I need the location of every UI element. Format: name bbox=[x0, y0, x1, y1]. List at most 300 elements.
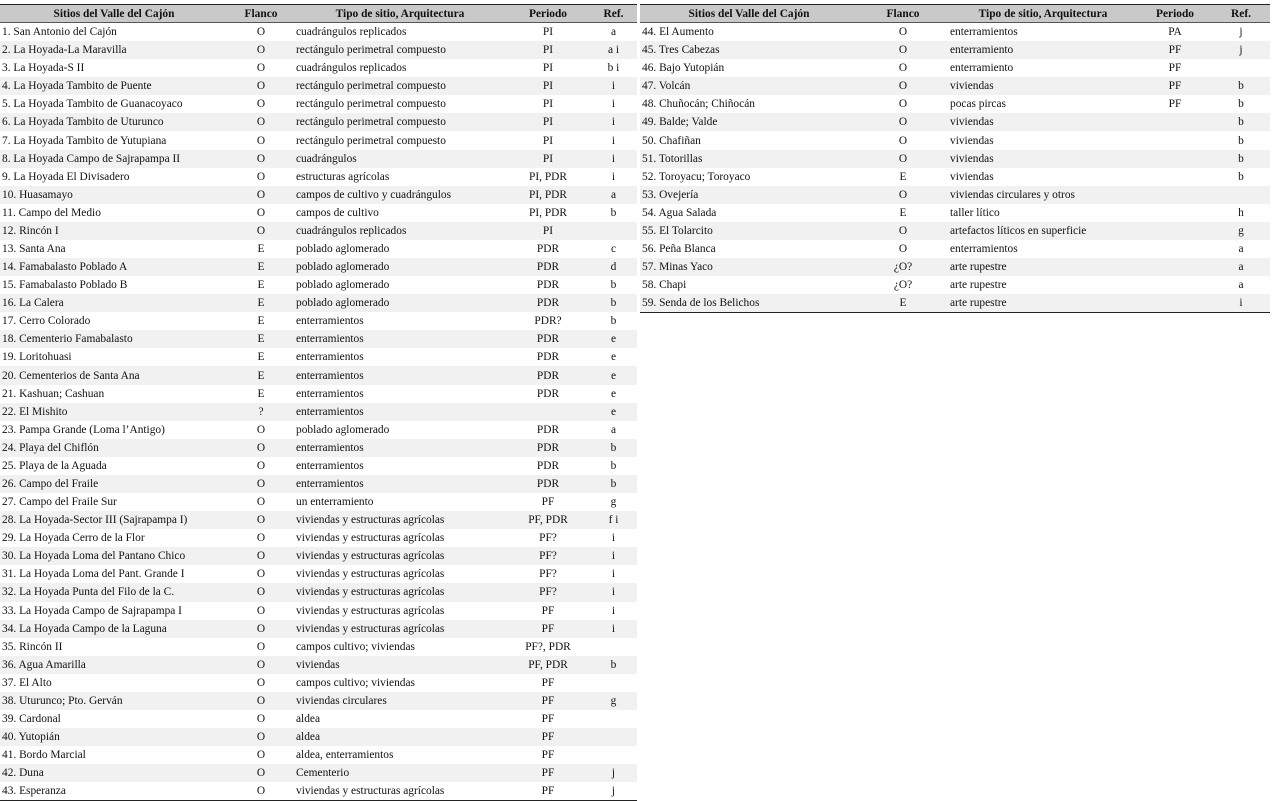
table-row bbox=[640, 276, 1270, 294]
table-row bbox=[0, 475, 637, 493]
period-cell: PDR bbox=[536, 423, 560, 436]
table-row bbox=[0, 529, 637, 547]
site-name-cell: 13. Santa Ana bbox=[2, 242, 66, 255]
site-name-cell: 27. Campo del Fraile Sur bbox=[2, 496, 117, 509]
site-type-cell: campos cultivo; viviendas bbox=[296, 676, 415, 689]
site-name-cell: 11. Campo del Medio bbox=[2, 206, 101, 219]
ref-cell: i bbox=[611, 568, 616, 581]
site-type-cell: rectángulo perimetral compuesto bbox=[296, 134, 446, 147]
flank-cell: O bbox=[256, 496, 266, 509]
site-type-cell: enterramientos bbox=[294, 403, 506, 421]
ref-cell: e bbox=[610, 387, 617, 400]
ref-cell: g bbox=[610, 496, 617, 509]
site-name-cell: 37. El Alto bbox=[2, 676, 52, 689]
site-name-cell: 17. Cerro Colorado bbox=[2, 315, 91, 328]
period-cell bbox=[1138, 204, 1212, 222]
ref-cell: i bbox=[590, 77, 637, 95]
period-cell bbox=[1138, 150, 1212, 168]
site-type-cell: campos de cultivo y cuadrángulos bbox=[294, 186, 506, 204]
col-header-ref: Ref. bbox=[1212, 5, 1270, 23]
table-row bbox=[0, 77, 637, 95]
site-name-cell: 45. Tres Cabezas bbox=[640, 41, 858, 59]
col-header-site: Sitios del Valle del Cajón bbox=[0, 5, 228, 23]
site-type-cell: enterramientos bbox=[296, 315, 364, 328]
site-name-cell: 54. Agua Salada bbox=[642, 206, 717, 219]
table-row bbox=[0, 366, 637, 384]
site-type-cell: poblado aglomerado bbox=[296, 423, 390, 436]
site-type-cell: poblado aglomerado bbox=[294, 258, 506, 276]
period-cell bbox=[1138, 186, 1212, 204]
period-cell: PDR? bbox=[534, 315, 562, 328]
ref-cell: a bbox=[610, 26, 617, 39]
col-header-flank: Flanco bbox=[858, 5, 948, 23]
site-name-cell: 34. La Hoyada Campo de la Laguna bbox=[0, 620, 228, 638]
table-row bbox=[0, 493, 637, 511]
flank-cell: O bbox=[256, 98, 266, 111]
site-type-cell: viviendas bbox=[294, 656, 506, 674]
ref-cell: b bbox=[1238, 170, 1244, 183]
flank-cell: O bbox=[256, 26, 266, 39]
flank-cell: E bbox=[257, 242, 265, 255]
site-name-cell: 48. Chuñocán; Chiñocán bbox=[642, 98, 755, 111]
flank-cell: O bbox=[228, 547, 294, 565]
ref-cell bbox=[1212, 59, 1270, 77]
table-row bbox=[0, 764, 637, 782]
ref-cell bbox=[590, 728, 637, 746]
ref-cell: i bbox=[590, 113, 637, 131]
period-cell: PI bbox=[542, 62, 554, 75]
site-name-cell: 55. El Tolarcito bbox=[640, 222, 858, 240]
period-cell: PF bbox=[506, 728, 590, 746]
flank-cell: O bbox=[228, 41, 294, 59]
period-cell: PF bbox=[506, 692, 590, 710]
col-header-period: Periodo bbox=[506, 5, 590, 23]
ref-cell: i bbox=[590, 547, 637, 565]
site-name-cell: 24. Playa del Chiflón bbox=[0, 439, 228, 457]
ref-cell: b bbox=[1212, 113, 1270, 131]
period-cell bbox=[1138, 222, 1212, 240]
period-cell: PF bbox=[506, 620, 590, 638]
site-name-cell: 52. Toroyacu; Toroyaco bbox=[642, 170, 751, 183]
table-row bbox=[640, 204, 1270, 222]
table-row bbox=[640, 77, 1270, 95]
site-type-cell: aldea, enterramientos bbox=[296, 749, 394, 762]
period-cell: PDR bbox=[536, 387, 560, 400]
ref-cell: i bbox=[611, 604, 616, 617]
ref-cell: j bbox=[611, 785, 616, 798]
flank-cell: O bbox=[228, 620, 294, 638]
flank-cell: E bbox=[257, 387, 265, 400]
flank-cell: E bbox=[899, 170, 907, 183]
ref-cell bbox=[590, 710, 637, 728]
ref-cell: b bbox=[1238, 98, 1244, 111]
ref-cell: j bbox=[1239, 26, 1243, 39]
ref-cell bbox=[1212, 186, 1270, 204]
col-header-type: Tipo de sitio, Arquitectura bbox=[294, 5, 506, 23]
flank-cell: E bbox=[257, 315, 265, 328]
period-cell bbox=[1138, 258, 1212, 276]
col-header-ref: Ref. bbox=[590, 5, 637, 23]
period-cell: PDR bbox=[506, 439, 590, 457]
col-header-site: Sitios del Valle del Cajón bbox=[640, 5, 858, 23]
flank-cell: E bbox=[228, 330, 294, 348]
flank-cell: E bbox=[858, 294, 948, 313]
period-cell bbox=[1138, 131, 1212, 149]
site-type-cell: viviendas bbox=[948, 77, 1138, 95]
site-name-cell: 12. Rincón I bbox=[0, 222, 228, 240]
site-type-cell: artefactos líticos en superficie bbox=[948, 222, 1138, 240]
ref-cell: b bbox=[590, 294, 637, 312]
flank-cell: O bbox=[256, 423, 266, 436]
flank-cell: O bbox=[256, 459, 266, 472]
site-type-cell: viviendas y estructuras agrícolas bbox=[294, 547, 506, 565]
table-row bbox=[640, 258, 1270, 276]
site-type-cell: enterramientos bbox=[294, 366, 506, 384]
site-name-cell: 47. Volcán bbox=[640, 77, 858, 95]
ref-cell: h bbox=[1238, 206, 1244, 219]
ref-cell bbox=[590, 222, 637, 240]
ref-cell: b bbox=[610, 459, 617, 472]
ref-cell: g bbox=[590, 692, 637, 710]
flank-cell: O bbox=[858, 41, 948, 59]
table-row bbox=[0, 113, 637, 131]
period-cell: PF bbox=[1138, 41, 1212, 59]
flank-cell: O bbox=[228, 186, 294, 204]
table-header bbox=[0, 5, 637, 23]
flank-cell: O bbox=[228, 511, 294, 529]
table-row bbox=[0, 41, 637, 59]
period-cell: PI, PDR bbox=[506, 186, 590, 204]
site-name-cell: 3. La Hoyada-S II bbox=[2, 62, 85, 75]
flank-cell: O bbox=[256, 713, 266, 725]
period-cell: PI bbox=[506, 41, 590, 59]
table-row bbox=[0, 620, 637, 638]
period-cell: PF bbox=[541, 785, 555, 798]
site-type-cell: arte rupestre bbox=[948, 294, 1138, 313]
ref-cell: j bbox=[1212, 41, 1270, 59]
period-cell: PF? bbox=[539, 532, 557, 545]
site-type-cell: poblado aglomerado bbox=[296, 242, 390, 255]
ref-cell bbox=[590, 674, 637, 692]
flank-cell: O bbox=[858, 77, 948, 95]
table-row bbox=[0, 258, 637, 276]
period-cell bbox=[506, 403, 590, 421]
flank-cell: O bbox=[256, 568, 266, 581]
table-row bbox=[0, 348, 637, 366]
ref-cell: b bbox=[610, 206, 617, 219]
table-row bbox=[0, 692, 637, 710]
site-type-cell: estructuras agrícolas bbox=[296, 170, 390, 183]
site-name-cell: 2. La Hoyada-La Maravilla bbox=[0, 41, 228, 59]
period-cell: PDR bbox=[536, 351, 560, 364]
flank-cell: O bbox=[228, 113, 294, 131]
table-row bbox=[0, 150, 637, 168]
ref-cell: i bbox=[590, 150, 637, 168]
site-type-cell: enterramientos bbox=[296, 351, 364, 364]
table-row bbox=[0, 294, 637, 312]
site-name-cell: 19. Loritohuasi bbox=[2, 351, 72, 364]
ref-cell bbox=[590, 746, 637, 764]
ref-cell: a bbox=[1238, 279, 1244, 292]
site-name-cell: 33. La Hoyada Campo de Sajrapampa I bbox=[2, 604, 182, 617]
period-cell: PF bbox=[506, 764, 590, 782]
ref-cell: j bbox=[590, 764, 637, 782]
site-name-cell: 50. Chafiñan bbox=[642, 134, 701, 147]
site-name-cell: 10. Huasamayo bbox=[0, 186, 228, 204]
site-type-cell: cuadrángulos replicados bbox=[296, 26, 407, 39]
period-cell: PDR bbox=[506, 475, 590, 493]
site-type-cell: viviendas bbox=[950, 170, 994, 183]
period-cell: PF bbox=[541, 713, 555, 725]
site-name-cell: 36. Agua Amarilla bbox=[0, 656, 228, 674]
period-cell: PF?, PDR bbox=[525, 640, 571, 653]
site-name-cell: 59. Senda de los Belichos bbox=[640, 294, 858, 313]
period-cell bbox=[1138, 276, 1212, 294]
table-row bbox=[0, 276, 637, 294]
flank-cell: O bbox=[256, 206, 266, 219]
ref-cell: g bbox=[1212, 222, 1270, 240]
flank-cell: O bbox=[858, 150, 948, 168]
flank-cell: O bbox=[228, 692, 294, 710]
site-type-cell: rectángulo perimetral compuesto bbox=[294, 77, 506, 95]
ref-cell: e bbox=[590, 403, 637, 421]
period-cell: PI bbox=[506, 77, 590, 95]
ref-cell: b bbox=[590, 656, 637, 674]
ref-cell: f i bbox=[590, 511, 637, 529]
table-row bbox=[640, 240, 1270, 258]
site-name-cell: 53. Ovejería bbox=[640, 186, 858, 204]
site-name-cell: 42. Duna bbox=[0, 764, 228, 782]
site-name-cell: 31. La Hoyada Loma del Pant. Grande I bbox=[2, 568, 185, 581]
table-row bbox=[0, 638, 637, 656]
flank-cell: O bbox=[228, 150, 294, 168]
table-row bbox=[640, 59, 1270, 77]
ref-cell: a bbox=[610, 423, 617, 436]
flank-cell: E bbox=[899, 206, 907, 219]
site-type-cell: poblado aglomerado bbox=[294, 294, 506, 312]
site-name-cell: 20. Cementerios de Santa Ana bbox=[0, 366, 228, 384]
flank-cell: O bbox=[228, 728, 294, 746]
table-row bbox=[0, 131, 637, 149]
flank-cell: ? bbox=[228, 403, 294, 421]
period-cell bbox=[1138, 168, 1212, 186]
site-type-cell: enterramiento bbox=[950, 62, 1014, 75]
site-type-cell: rectángulo perimetral compuesto bbox=[296, 98, 446, 111]
site-type-cell: enterramientos bbox=[950, 242, 1018, 255]
ref-cell: a bbox=[1238, 242, 1244, 255]
flank-cell: O bbox=[858, 186, 948, 204]
site-type-cell: viviendas y estructuras agrícolas bbox=[296, 785, 445, 798]
table-row bbox=[640, 168, 1270, 186]
table-row bbox=[0, 656, 637, 674]
ref-cell: c bbox=[610, 242, 617, 255]
site-name-cell: 8. La Hoyada Campo de Sajrapampa II bbox=[0, 150, 228, 168]
period-cell bbox=[1138, 240, 1212, 258]
flank-cell: ¿O? bbox=[893, 279, 913, 292]
flank-cell: O bbox=[858, 222, 948, 240]
site-name-cell: 44. El Aumento bbox=[642, 26, 714, 39]
flank-cell: E bbox=[228, 258, 294, 276]
table-row bbox=[640, 23, 1270, 42]
flank-cell: O bbox=[228, 583, 294, 601]
flank-cell: O bbox=[256, 134, 266, 147]
site-type-cell: enterramientos bbox=[294, 439, 506, 457]
ref-cell: b bbox=[590, 439, 637, 457]
table-row bbox=[0, 330, 637, 348]
site-type-cell: enterramientos bbox=[296, 387, 364, 400]
site-name-cell: 41. Bordo Marcial bbox=[2, 749, 86, 762]
site-name-cell: 26. Campo del Fraile bbox=[0, 475, 228, 493]
period-cell: PI, PDR bbox=[529, 206, 567, 219]
table-row bbox=[640, 294, 1270, 313]
ref-cell: b bbox=[1238, 134, 1244, 147]
site-type-cell: campos cultivo; viviendas bbox=[296, 640, 415, 653]
site-name-cell: 46. Bajo Yutopián bbox=[642, 62, 725, 75]
col-header-flank: Flanco bbox=[228, 5, 294, 23]
flank-cell: E bbox=[228, 366, 294, 384]
flank-cell: E bbox=[228, 294, 294, 312]
table-row bbox=[0, 457, 637, 475]
site-name-cell: 39. Cardonal bbox=[2, 713, 61, 725]
ref-cell: e bbox=[590, 366, 637, 384]
ref-cell: a bbox=[590, 186, 637, 204]
period-cell: PF bbox=[541, 604, 555, 617]
site-type-cell: viviendas bbox=[948, 150, 1138, 168]
site-type-cell: rectángulo perimetral compuesto bbox=[294, 41, 506, 59]
site-name-cell: 32. La Hoyada Punta del Filo de la C. bbox=[0, 583, 228, 601]
site-name-cell: 43. Esperanza bbox=[2, 785, 66, 798]
ref-cell: i bbox=[590, 583, 637, 601]
flank-cell: O bbox=[228, 77, 294, 95]
ref-cell: i bbox=[611, 532, 616, 545]
period-cell: PF bbox=[1138, 77, 1212, 95]
period-cell: PF bbox=[1168, 62, 1182, 75]
flank-cell: O bbox=[256, 532, 266, 545]
period-cell: PF bbox=[541, 676, 555, 689]
site-name-cell: 23. Pampa Grande (Loma l’Antigo) bbox=[2, 423, 165, 436]
period-cell: PI bbox=[506, 113, 590, 131]
table-row bbox=[0, 583, 637, 601]
table-row bbox=[0, 59, 637, 77]
site-name-cell: 5. La Hoyada Tambito de Guanacoyaco bbox=[2, 98, 183, 111]
site-name-cell: 15. Famabalasto Poblado B bbox=[2, 279, 128, 292]
table-row bbox=[640, 113, 1270, 131]
sites-table-right bbox=[640, 4, 1270, 313]
site-type-cell: poblado aglomerado bbox=[296, 279, 390, 292]
site-type-cell: aldea bbox=[294, 728, 506, 746]
site-name-cell: 21. Kashuan; Cashuan bbox=[2, 387, 105, 400]
period-cell: PDR bbox=[506, 366, 590, 384]
flank-cell: O bbox=[228, 222, 294, 240]
ref-cell: i bbox=[611, 98, 616, 111]
site-name-cell: 28. La Hoyada-Sector III (Sajrapampa I) bbox=[0, 511, 228, 529]
table-row bbox=[0, 710, 637, 728]
site-type-cell: aldea bbox=[296, 713, 321, 725]
site-name-cell: 38. Uturunco; Pto. Gerván bbox=[0, 692, 228, 710]
table-row bbox=[0, 186, 637, 204]
table-row bbox=[0, 746, 637, 764]
site-type-cell: enterramiento bbox=[948, 41, 1138, 59]
site-type-cell: pocas pircas bbox=[950, 98, 1006, 111]
period-cell: PDR bbox=[506, 258, 590, 276]
period-cell: PDR bbox=[506, 294, 590, 312]
site-type-cell: un enterramiento bbox=[296, 496, 374, 509]
site-name-cell: 29. La Hoyada Cerro de la Flor bbox=[2, 532, 145, 545]
table-row bbox=[0, 511, 637, 529]
site-type-cell: Cementerio bbox=[294, 764, 506, 782]
flank-cell: O bbox=[256, 749, 266, 762]
period-cell: PDR bbox=[506, 330, 590, 348]
site-name-cell: 16. La Calera bbox=[0, 294, 228, 312]
period-cell: PF bbox=[1168, 98, 1182, 111]
site-type-cell: viviendas y estructuras agrícolas bbox=[294, 511, 506, 529]
site-name-cell: 49. Balde; Valde bbox=[640, 113, 858, 131]
period-cell: PF? bbox=[506, 583, 590, 601]
table-row bbox=[0, 95, 637, 113]
flank-cell: O bbox=[228, 656, 294, 674]
flank-cell: O bbox=[256, 640, 266, 653]
site-type-cell: arte rupestre bbox=[948, 258, 1138, 276]
flank-cell: O bbox=[898, 26, 908, 39]
flank-cell: O bbox=[228, 475, 294, 493]
site-type-cell: viviendas circulares bbox=[294, 692, 506, 710]
table-row bbox=[0, 23, 637, 42]
period-cell: PF? bbox=[539, 568, 557, 581]
table-row bbox=[0, 421, 637, 439]
table-row bbox=[0, 674, 637, 692]
period-cell bbox=[1138, 294, 1212, 313]
ref-cell bbox=[590, 638, 637, 656]
site-type-cell: cuadrángulos replicados bbox=[296, 62, 407, 75]
table-row bbox=[0, 312, 637, 330]
period-cell: PF? bbox=[506, 547, 590, 565]
ref-cell: b bbox=[610, 279, 617, 292]
ref-cell: d bbox=[590, 258, 637, 276]
table-row bbox=[0, 602, 637, 620]
site-type-cell: campos de cultivo bbox=[296, 206, 379, 219]
table-row bbox=[640, 186, 1270, 204]
ref-cell: e bbox=[590, 330, 637, 348]
period-cell: PI bbox=[542, 98, 554, 111]
sites-table-left bbox=[0, 4, 637, 801]
site-type-cell: viviendas circulares y otros bbox=[948, 186, 1138, 204]
period-cell bbox=[1138, 113, 1212, 131]
site-name-cell: 1. San Antonio del Cajón bbox=[2, 26, 117, 39]
site-name-cell: 51. Totorillas bbox=[640, 150, 858, 168]
site-type-cell: rectángulo perimetral compuesto bbox=[294, 113, 506, 131]
flank-cell: O bbox=[228, 439, 294, 457]
flank-cell: O bbox=[898, 62, 908, 75]
site-name-cell: 40. Yutopián bbox=[0, 728, 228, 746]
flank-cell: O bbox=[256, 170, 266, 183]
flank-cell: ¿O? bbox=[858, 258, 948, 276]
table-row bbox=[0, 240, 637, 258]
site-type-cell: cuadrángulos bbox=[294, 150, 506, 168]
flank-cell: O bbox=[858, 113, 948, 131]
site-name-cell: 7. La Hoyada Tambito de Yutupiana bbox=[2, 134, 167, 147]
period-cell: PDR bbox=[536, 279, 560, 292]
period-cell: PI, PDR bbox=[529, 170, 567, 183]
period-cell: PF bbox=[541, 749, 555, 762]
ref-cell: b bbox=[590, 475, 637, 493]
site-name-cell: 9. La Hoyada El Divisadero bbox=[2, 170, 130, 183]
site-type-cell: enterramientos bbox=[294, 330, 506, 348]
site-type-cell: viviendas bbox=[950, 134, 994, 147]
ref-cell: i bbox=[611, 134, 616, 147]
flank-cell: O bbox=[898, 98, 908, 111]
period-cell: PI bbox=[542, 134, 554, 147]
site-name-cell: 25. Playa de la Aguada bbox=[2, 459, 107, 472]
